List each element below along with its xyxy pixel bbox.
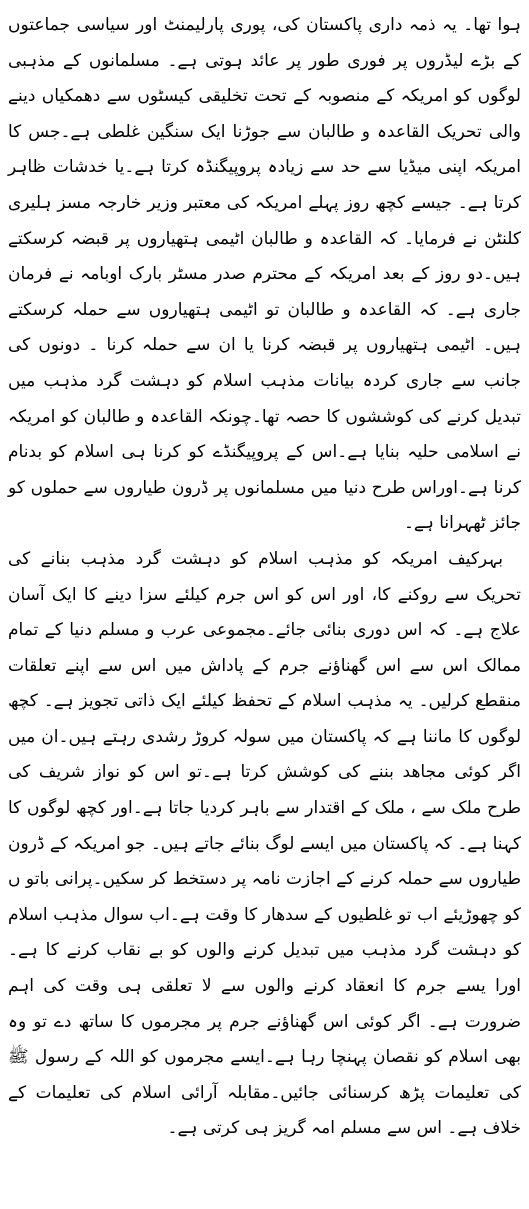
paragraph-1: ہوا تھا۔ یہ ذمہ داری پاکستان کی، پوری پارلیمنٹ اور سیاسی جماعتوں کے بڑے لیڈروں پر فوری طور پر عائد ہوتی ہے۔ مسلمانوں کے مذہبی لوگوں کو امریکہ کے منصوبہ کے تحت تخلیقی کیسٹوں سے دھمکیاں دینے والی تحریک القاعدہ و طالبان سے جوڑنا ایک سنگین غلطی ہے۔جس کا امریکہ اپنی میڈیا سے حد سے زیادہ پروپیگنڈہ کرتا ہے۔یا خدشات ظاہر کرتا ہے۔ جیسے کچھ روز پہلے امریکہ کی معتبر وزیر خارجہ مسز ہلیری کلنٹن نے فرمایا۔ کہ القاعدہ و طالبان اٹیمی ہتھیاروں پر قبضہ کرسکتے ہیں۔دو روز کے بعد امریکہ کے محترم صدر مسٹر بارک اوبامہ نے فرمان جاری ہے۔ کہ القاعدہ و طالبان تو اٹیمی ہتھیاروں سے حملہ کرسکتے ہیں۔ اٹیمی ہتھیاروں پر قبضہ کرنا یا ان سے حملہ کرنا ۔ دونوں کی جانب سے جاری کردہ بیانات مذہب اسلام کو دہشت گرد مذہب میں تبدیل کرنے کی کوششوں کا حصہ تھا۔چونکہ القاعدہ و طالبان کو امریکہ نے اسلامی حلیہ بنایا ہے۔اس کے پروپیگنڈے کو کرنا ہی اسلام کو بدنام کرنا ہے۔اوراس طرح دنیا میں مسلمانوں پر ڈرون طیاروں سے حملوں کو جائز ٹھہرانا ہے۔	[8, 15, 521, 534]
paragraph-2: بہرکیف امریکہ کو مذہب اسلام کو دہشت گرد مذہب بنانے کی تحریک سے روکنے کا، اور اس کو اس جرم کیلئے سزا دینے کا ایک آسان علاج ہے۔ کہ اس دوری بنائی جائے۔مجموعی عرب و مسلم دنیا کے تمام ممالک اس سے اس گھناؤنے جرم کے پاداش میں اس سے اپنے تعلقات منقطع کرلیں۔ یہ مذہب اسلام کے تحفظ کیلئے ایک ذاتی تجویز ہے۔ کچھ لوگوں کا ماننا ہے کہ پاکستان میں سولہ کروڑ رشدی رہتے ہیں۔ان میں اگر کوئی مجاھد بننے کی کوشش کرتا ہے۔تو اس کو نواز شریف کی طرح ملک سے ، ملک کے اقتدار سے باہر کردیا جاتا ہے۔اور کچھ لوگوں کا کہنا ہے۔ کہ پاکستان میں ایسے لوگ بنائے جاتے ہیں۔ جو امریکہ کے ڈرون طیاروں سے حملہ کرنے کے اجازت نامہ پر دستخط کر سکیں۔پرانی باتو ں کو چھوڑیئے اب تو غلطیوں کے سدھار کا وقت ہے۔اب سوال مذہب اسلام کو دہشت گرد مذہب میں تبدیل کرنے والوں کو بے نقاب کرنے کا ہے۔ اورا یسے جرم کا انعقاد کرنے والوں سے لا تعلقی ہی وقت کی اہم ضرورت ہے۔ اگر کوئی اس گھناؤنے جرم پر مجرموں کا ساتھ دے تو وہ بھی اسلام کو نقصان پہنچا رہا ہے۔ایسے مجرموں کو اللہ کے رسول ﷺ کی تعلیمات پڑھ کرسنائی جائیں۔مقابلہ آرائی اسلام کی تعلیمات کے خلاف ہے۔ اس سے مسلم امہ گریز ہی کرتی ہے۔	[8, 548, 521, 1139]
article-body	[8, 8, 521, 1147]
